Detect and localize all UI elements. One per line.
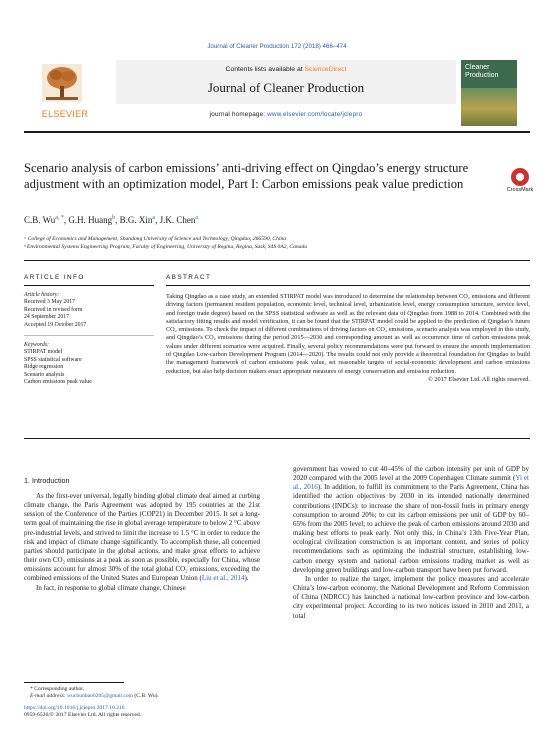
journal-header xyxy=(24,60,530,118)
affiliation-b: ᵇ Environmental Systems Engineering Program, Faculty of Engineering, University of Regina, Regina, Sask, S4S 0A2, Canada xyxy=(24,244,308,250)
corresponding-author-note: * Corresponding author. xyxy=(30,686,85,692)
author-name[interactable]: B.G. Xin xyxy=(119,215,153,225)
keyword: Scenario analysis xyxy=(24,371,65,378)
header-rule xyxy=(24,131,530,133)
affiliation-rule xyxy=(24,260,530,261)
abstract-rule xyxy=(166,285,530,286)
contents-prefix: Contents lists available at xyxy=(225,66,305,73)
intro-right-column xyxy=(293,465,529,621)
author-name[interactable]: C.B. Wu xyxy=(24,215,56,225)
abstract-copyright: © 2017 Elsevier Ltd. All rights reserved. xyxy=(428,375,530,383)
contents-line xyxy=(116,66,456,73)
author-affil-marker[interactable]: a xyxy=(152,215,156,221)
keyword: STIRPAT model xyxy=(24,349,63,356)
cover-title: Cleaner Production xyxy=(465,64,499,79)
abstract-body xyxy=(166,293,530,384)
intro-left-column xyxy=(24,492,260,593)
crossmark-badge[interactable] xyxy=(497,168,543,193)
author-affil-marker[interactable]: a, * xyxy=(55,215,64,221)
crossmark-icon xyxy=(511,168,529,186)
section-heading-introduction: 1. Introduction xyxy=(24,476,70,485)
author-affil-marker[interactable]: a xyxy=(195,215,199,221)
keyword: Ridge regression xyxy=(24,364,64,371)
keywords-label: Keywords: xyxy=(24,342,49,348)
right-para1-text-cont: ). In addition, to fulfill its commitment to the Paris Agreement, China has identified the action objectives by 2030 in its intended nationally determined contributions (INDCs): to increase the share of non-fossil fuels in primary energy consumption to around 20%; to cut its carbon emissions per unit of GDP by 60–65% from the 2005 level; to achieve the peak of carbon emissions around 2030 and making best efforts to peak early. Not only this, in China’s 13th Five-Year Plan, ecological civilization construction is an important content, and series of policy recommendations such as optimizing the industrial structure, establishing low-carbon energy system and national carbon emissions trading market as well as developing green buildings and low-carbon transport have been put forward. xyxy=(293,483,529,574)
keyword: SPSS statistical software xyxy=(24,356,82,363)
author-name[interactable]: G.H. Huang xyxy=(68,215,113,225)
history-item: Received 3 May 2017 xyxy=(24,299,76,306)
journal-name: Journal of Cleaner Production xyxy=(207,80,365,95)
author-list xyxy=(24,215,198,225)
email-link[interactable]: wuchunbao0205@gmail.com xyxy=(67,693,133,699)
cover-art xyxy=(461,88,517,126)
author-affil-marker[interactable]: b xyxy=(112,215,116,221)
crossmark-label: CrossMark xyxy=(506,187,534,193)
footnote xyxy=(30,686,270,700)
journal-citation[interactable]: Journal of Cleaner Production 172 (2018) 466–474 xyxy=(207,43,347,50)
right-para1-text: government has vowed to cut 40–45% of the carbon intensity per unit of GDP by 2020 compared with the 2005 level at the 2009 Copenhagen Climate summit ( xyxy=(293,465,529,483)
email-label: E-mail address: xyxy=(30,693,68,699)
intro-para1-end: ). xyxy=(244,574,249,583)
info-rule xyxy=(24,285,154,286)
elsevier-tree-icon xyxy=(42,64,82,102)
article-info-heading: ARTICLE INFO xyxy=(24,274,85,281)
doi-link[interactable]: https://doi.org/10.1016/j.jclepro.2017.10.216 xyxy=(24,705,125,711)
journal-homepage xyxy=(116,111,456,118)
issn-line: 0959-6526/© 2017 Elsevier Ltd. All rights reserved. xyxy=(24,712,142,719)
intro-para1-text: As the first-ever universal, legally binding global climate deal aimed at curbing climate change, the Paris Agreement was adopted by 195 countries at the 21st session of the Conference of the Parties (COP21) in December 2015. It set a long-term goal of maintaining the rise in global average temperature to below 2 °C above pre-industrial levels, and strived to limit the increase to 1.5 °C in order to reduce the risk and impact of climate change significantly. To accomplish these, all concerned parties should participate in the global actions, and make great efforts to achieve their own CO₂ emissions at a peak as soon as possible, especially for China, whose emissions account for almost 30% of the total global CO₂ emissions, exceeding the combined emissions of the United States and European Union ( xyxy=(24,492,260,583)
publisher-name: ELSEVIER xyxy=(41,109,89,119)
journal-cover-image[interactable] xyxy=(461,60,517,126)
sciencedirect-link[interactable]: ScienceDirect xyxy=(304,66,347,73)
history-item: Accepted 19 October 2017 xyxy=(24,321,87,328)
article-title: Scenario analysis of carbon emissions’ anti-driving effect on Qingdao’s energy structure adjustment with an optimization model, Part I: Carbon emissions peak value prediction xyxy=(24,161,469,191)
author-separator: , xyxy=(63,215,69,225)
keyword: Carbon emissions peak value xyxy=(24,379,92,386)
reference-link[interactable]: Yi et al., 2016 xyxy=(293,474,529,492)
intro-paragraph xyxy=(293,465,529,575)
email-suffix: (C.B. Wu). xyxy=(133,693,159,699)
intro-paragraph: In order to realize the target, implement the policy measures and accelerate China’s low-carbon economy, the National Development and Reform Commission of China (NDRCC) has launched a national low-carbon province and low-carbon city experimental project. According to its two notices issued in 2010 and 2011, a total xyxy=(293,574,529,620)
abstract-heading: ABSTRACT xyxy=(166,274,212,281)
journal-band xyxy=(116,60,456,104)
keywords-block xyxy=(24,342,154,386)
intro-paragraph: In fact, in response to global climate change, Chinese xyxy=(36,583,186,592)
author-name[interactable]: J.K. Chen xyxy=(159,215,196,225)
abstract-end-rule xyxy=(24,438,530,439)
author-separator: , xyxy=(115,215,120,225)
article-history xyxy=(24,292,154,329)
affiliation-a: ᵃ College of Economics and Management, Shandong University of Science and Technology, Qingdao, 266590, China xyxy=(24,236,287,242)
email-line xyxy=(30,693,270,700)
keywords-rule xyxy=(24,335,154,336)
elsevier-logo[interactable] xyxy=(24,60,106,122)
author-separator: , xyxy=(155,215,160,225)
history-item: 24 September 2017 xyxy=(24,314,70,321)
doi-block xyxy=(24,705,324,720)
abstract-text: Taking Qingdao as a case study, an extended STIRPAT model was introduced to determine the relationship between CO₂ emissions and different driving factors (permanent resident population, economic level, technical level, urbanization level, energy consumption structure, service level, and foreign trade degree) based on the SPSS statistical software as well as the relevant data of Qingdao from 1988 to 2014. Combined with the satisfactory fitting results and model verification, it can be found that the STIRPAT model could be applied to the prediction of Qingdao’s future CO₂ emissions. To check the impact of different combinations of driving factors on CO₂ emissions, scenario analysis was employed in this study, and Qingdao’s CO₂ emissions during the period 2015—2030 and corresponding amount as well as occurrence time of carbon emissions peak values under different scenarios were acquired. Finally, several policy recommendations were put forward to ensure the smooth implementation of Qingdao Low-carbon Development Program (2014—2020). The results could not only provide a theoretical foundation for Qingdao to build the management framework of carbon emissions peak value, set reasonable targets of social-economic development and carbon emissions reduction, but also help decision makers enact appropriate measures of energy conservation and emission reduction. xyxy=(166,293,530,375)
homepage-prefix: journal homepage: xyxy=(209,111,268,118)
intro-paragraph xyxy=(24,492,260,584)
history-label: Article history: xyxy=(24,292,60,298)
history-item: Received in revised form xyxy=(24,306,83,313)
reference-link[interactable]: Liu et al., 2014 xyxy=(201,574,245,583)
footnote-rule xyxy=(24,682,124,683)
homepage-link[interactable]: www.elsevier.com/locate/jclepro xyxy=(267,111,363,118)
